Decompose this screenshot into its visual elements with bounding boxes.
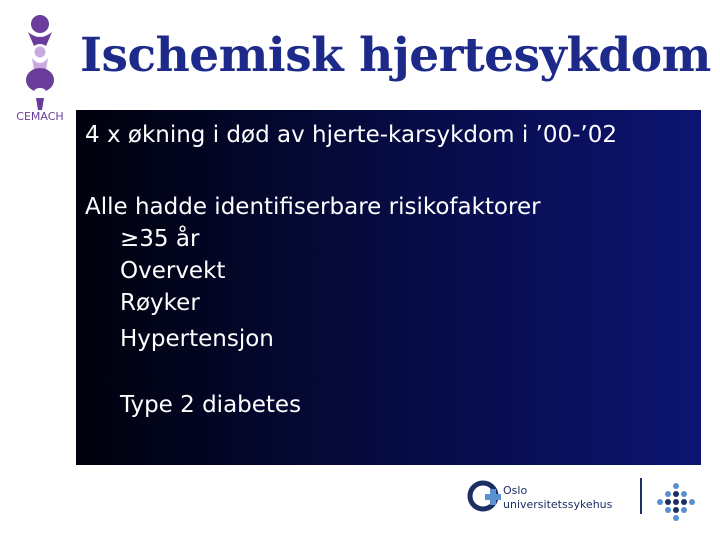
slide-title: Ischemisk hjertesykdom — [80, 28, 711, 83]
dots-logo-icon — [656, 482, 696, 522]
footer-divider — [640, 478, 642, 514]
cemach-logo-text: CEMACH — [16, 110, 64, 123]
risk-factor-item: Hypertensjon — [120, 326, 274, 352]
risk-factor-item: Overvekt — [120, 258, 226, 284]
risk-intro-text: Alle hadde identifiserbare risikofaktorer — [85, 194, 541, 220]
ous-logo-line1: Oslo — [503, 484, 528, 497]
content-panel — [76, 110, 701, 465]
risk-factor-item: Type 2 diabetes — [120, 392, 302, 418]
statement-text: 4 x økning i død av hjerte-karsykdom i ’00-’02 — [85, 122, 617, 148]
cemach-logo — [6, 12, 74, 124]
ous-logo-line2: universitetssykehus — [503, 498, 613, 511]
risk-factor-item: ≥35 år — [120, 226, 200, 252]
ous-logo-text — [503, 484, 612, 512]
risk-factor-item: Røyker — [120, 290, 200, 316]
